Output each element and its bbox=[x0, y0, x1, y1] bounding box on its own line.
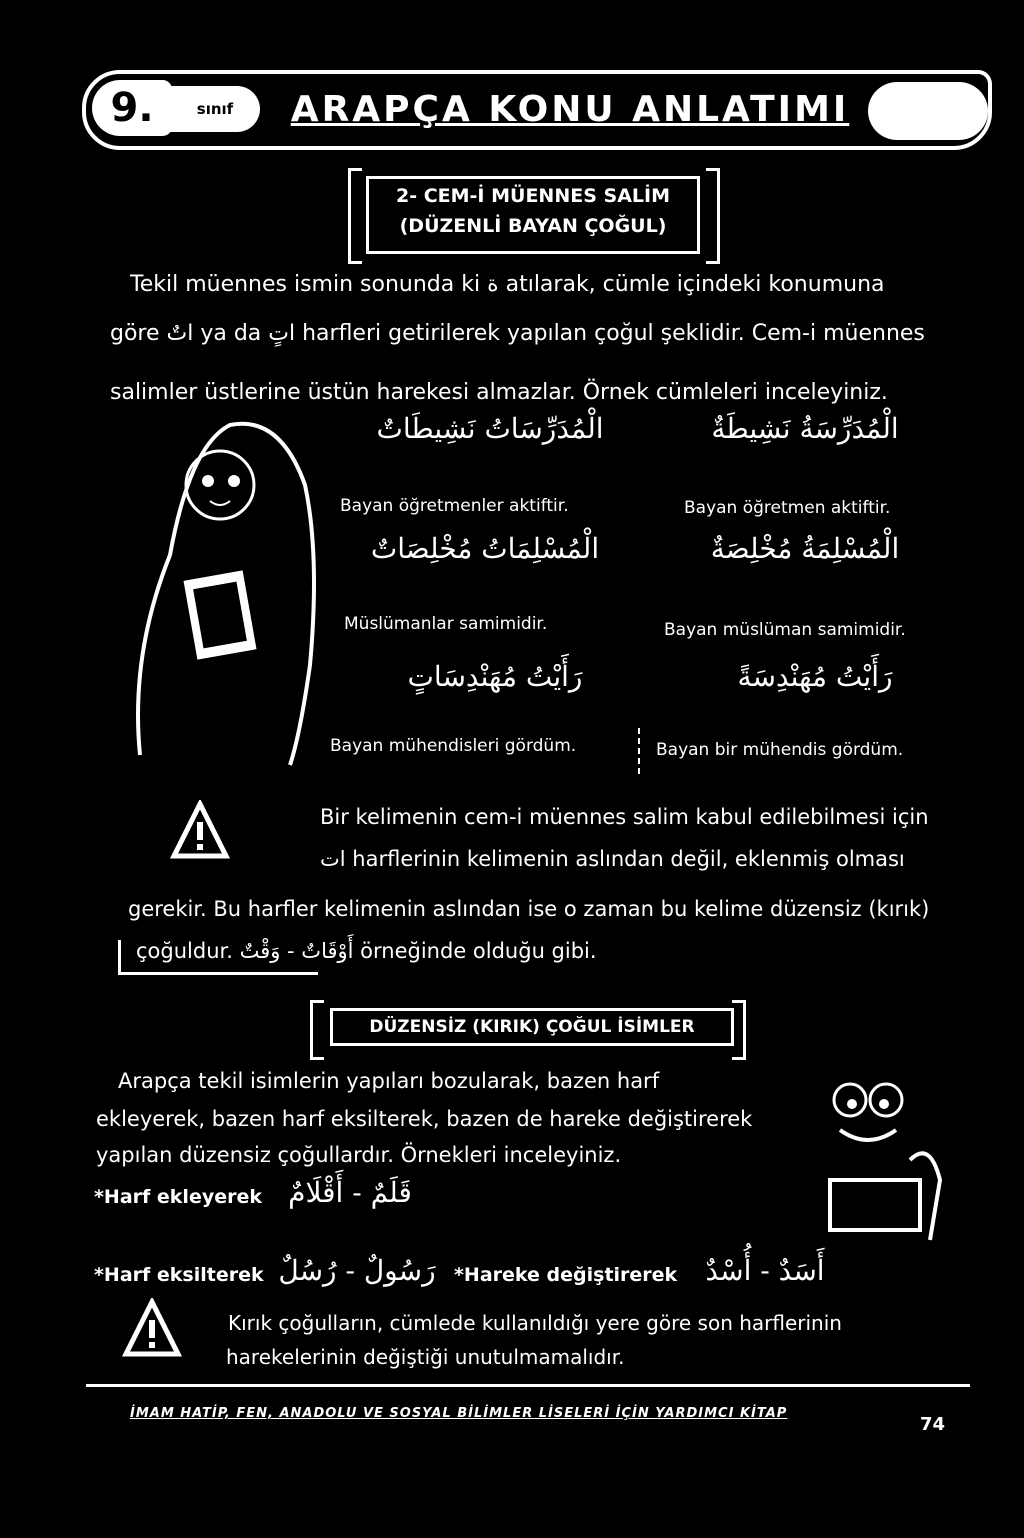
note1-line3: gerekir. Bu harfler kelimenin aslından ise o zaman bu kelime düzensiz (kırık) bbox=[128, 897, 930, 921]
example2-arabic-plural: الْمُسْلِمَاتُ مُخْلِصَاتٌ bbox=[370, 532, 600, 565]
example3-tr-singular: Bayan bir mühendis gördüm. bbox=[656, 740, 904, 760]
banner-pill bbox=[868, 82, 988, 140]
title2-bracket-left bbox=[310, 1000, 324, 1060]
note1-line1: Bir kelimenin cem-i müennes salim kabul edilebilmesi için bbox=[320, 805, 929, 829]
example2-tr-singular: Bayan müslüman samimidir. bbox=[664, 620, 906, 640]
boy-illustration bbox=[800, 1050, 950, 1260]
title2-bracket-right bbox=[732, 1000, 746, 1060]
note2-line1: Kırık çoğulların, cümlede kullanıldığı yere göre son harflerinin bbox=[228, 1311, 842, 1335]
note1-line4: çoğuldur. أَوْقَاتٌ - وَقْتٌ örneğinde olduğu gibi. bbox=[136, 939, 597, 963]
footer-text: İMAM HATİP, FEN, ANADOLU VE SOSYAL BİLİMLER LİSELERİ İÇİN YARDIMCI KİTAP bbox=[130, 1406, 788, 1421]
example3-tr-plural: Bayan mühendisleri gördüm. bbox=[330, 736, 577, 756]
banner-number: 9. bbox=[92, 80, 172, 136]
section2-intro-line2: ekleyerek, bazen harf eksilterek, bazen de hareke değiştirerek bbox=[96, 1107, 753, 1131]
example1-arabic-singular: الْمُدَرِّسَةُ نَشِيطَةٌ bbox=[711, 412, 899, 445]
warning-triangle-icon bbox=[170, 800, 230, 860]
add-example: قَلَمٌ - أَقْلَامٌ bbox=[288, 1176, 412, 1209]
warning-triangle-icon bbox=[122, 1298, 182, 1358]
note1-bottom-rule bbox=[118, 972, 318, 975]
section2-title-box bbox=[330, 1008, 734, 1046]
remove-example: رَسُولٌ - رُسُلٌ bbox=[278, 1254, 436, 1287]
section2-title: DÜZENSİZ (KIRIK) ÇOĞUL İSİMLER bbox=[369, 1017, 695, 1037]
example1-tr-plural: Bayan öğretmenler aktiftir. bbox=[340, 496, 569, 516]
column-separator bbox=[638, 728, 642, 774]
add-label: *Harf ekleyerek bbox=[94, 1186, 262, 1208]
example3-arabic-plural: رَأَيْتُ مُهَنْدِسَاتٍ bbox=[407, 660, 583, 693]
banner-title: ARAPÇA KONU ANLATIMI bbox=[290, 89, 850, 130]
example2-arabic-singular: الْمُسْلِمَةُ مُخْلِصَةٌ bbox=[710, 532, 900, 565]
example3-arabic-singular: رَأَيْتُ مُهَنْدِسَةً bbox=[737, 660, 893, 693]
footer-rule bbox=[86, 1384, 970, 1387]
example1-arabic-plural: الْمُدَرِّسَاتُ نَشِيطَاتٌ bbox=[376, 412, 604, 445]
section2-intro-line1: Arapça tekil isimlerin yapıları bozularak, bazen harf bbox=[118, 1069, 660, 1093]
note2-line2: harekelerinin değiştiği unutulmamalıdır. bbox=[226, 1345, 625, 1369]
title-bracket-left bbox=[348, 168, 362, 264]
remove-label: *Harf eksilterek bbox=[94, 1264, 264, 1286]
section1-title-box bbox=[366, 176, 700, 254]
title-bracket-right bbox=[706, 168, 720, 264]
section1-title-line1: 2- CEM-İ MÜENNES SALİM bbox=[396, 185, 670, 207]
section1-intro-line1: Tekil müennes ismin sonunda ki ة atılarak, cümle içindeki konumuna bbox=[130, 272, 885, 297]
page-number: 74 bbox=[920, 1414, 946, 1435]
note1-line2: ات harflerinin kelimenin aslından değil, eklenmiş olması bbox=[320, 847, 905, 871]
banner-tag: sınıf bbox=[170, 86, 260, 132]
section1-intro-line2: göre اتٌ ya da اتٍ harfleri getirilerek yapılan çoğul şeklidir. Cem-i müennes bbox=[110, 321, 925, 346]
change-example: أَسَدٌ - أُسْدٌ bbox=[705, 1254, 825, 1287]
section1-title-line2: (DÜZENLİ BAYAN ÇOĞUL) bbox=[399, 215, 667, 237]
example1-tr-singular: Bayan öğretmen aktiftir. bbox=[684, 498, 891, 518]
change-label: *Hareke değiştirerek bbox=[454, 1264, 678, 1286]
girl-illustration bbox=[120, 405, 320, 775]
section1-intro-line3: salimler üstlerine üstün harekesi almazlar. Örnek cümleleri inceleyiniz. bbox=[110, 380, 888, 405]
section2-intro-line3: yapılan düzensiz çoğullardır. Örnekleri inceleyiniz. bbox=[96, 1143, 622, 1167]
note1-left-rule bbox=[118, 940, 121, 974]
example2-tr-plural: Müslümanlar samimidir. bbox=[344, 614, 548, 634]
